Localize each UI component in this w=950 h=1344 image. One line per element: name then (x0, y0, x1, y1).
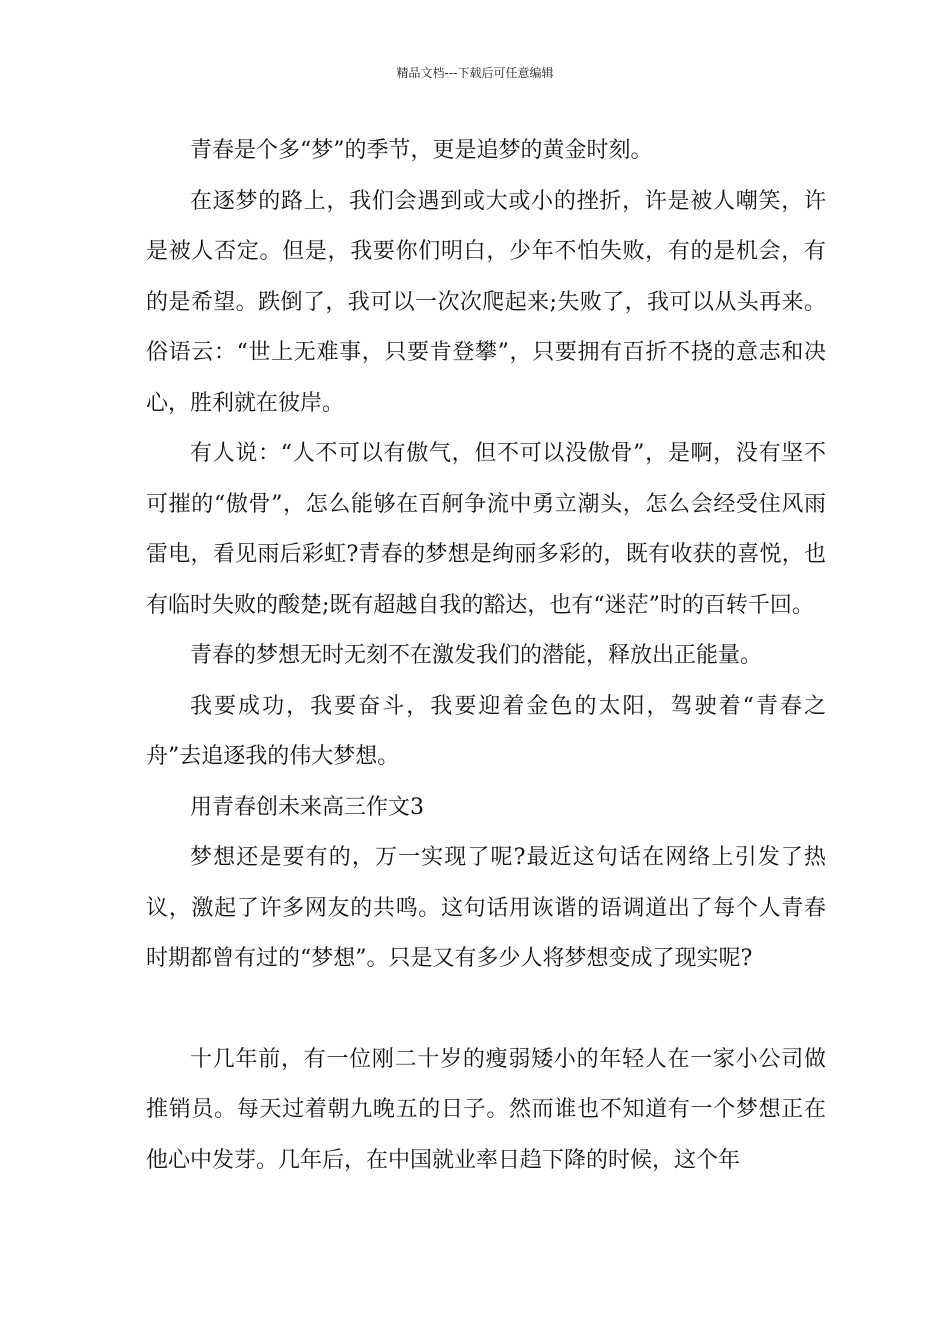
section-title: 用青春创未来高三作文3 (190, 794, 424, 820)
paragraph: 我要成功，我要奋斗，我要迎着金色的太阳，驾驶着“青春之舟”去追逐我的伟大梦想。 (146, 693, 826, 769)
paragraph: 十几年前，有一位刚二十岁的瘦弱矮小的年轻人在一家小公司做推销员。每天过着朝九晚五的日子。然而谁也不知道有一个梦想正在他心中发芽。几年后，在中国就业率日趋下降的时候，这个年 (146, 1046, 826, 1173)
paragraph: 梦想还是要有的，万一实现了呢?最近这句话在网络上引发了热议，激起了许多网友的共鸣。这句话用诙谐的语调道出了每个人青春时期都曾有过的“梦想”。只是又有多少人将梦想变成了现实呢? (146, 845, 826, 971)
page-header: 精品文档---下载后可任意编辑 (396, 66, 554, 80)
document-body (146, 126, 826, 1186)
paragraph: 在逐梦的路上，我们会遇到或大或小的挫折，许是被人嘲笑，许是被人否定。但是，我要你们明白，少年不怕失败，有的是机会，有的是希望。跌倒了，我可以一次次爬起来;失败了，我可以从头再来。俗语云：“世上无难事，只要肯登攀”，只要拥有百折不挠的意志和决心，胜利就在彼岸。 (146, 188, 826, 416)
paragraph: 青春的梦想无时无刻不在激发我们的潜能，释放出正能量。 (190, 643, 763, 668)
paragraph: 青春是个多“梦”的季节，更是追梦的黄金时刻。 (190, 138, 653, 163)
paragraph: 有人说：“人不可以有傲气，但不可以没傲骨”，是啊，没有坚不可摧的“傲骨”，怎么能够在百舸争流中勇立潮头，怎么会经受住风雨雷电，看见雨后彩虹?青春的梦想是绚丽多彩的，既有收获的喜悦，也有临时失败的酸楚;既有超越自我的豁达，也有“迷茫”时的百转千回。 (146, 441, 826, 618)
